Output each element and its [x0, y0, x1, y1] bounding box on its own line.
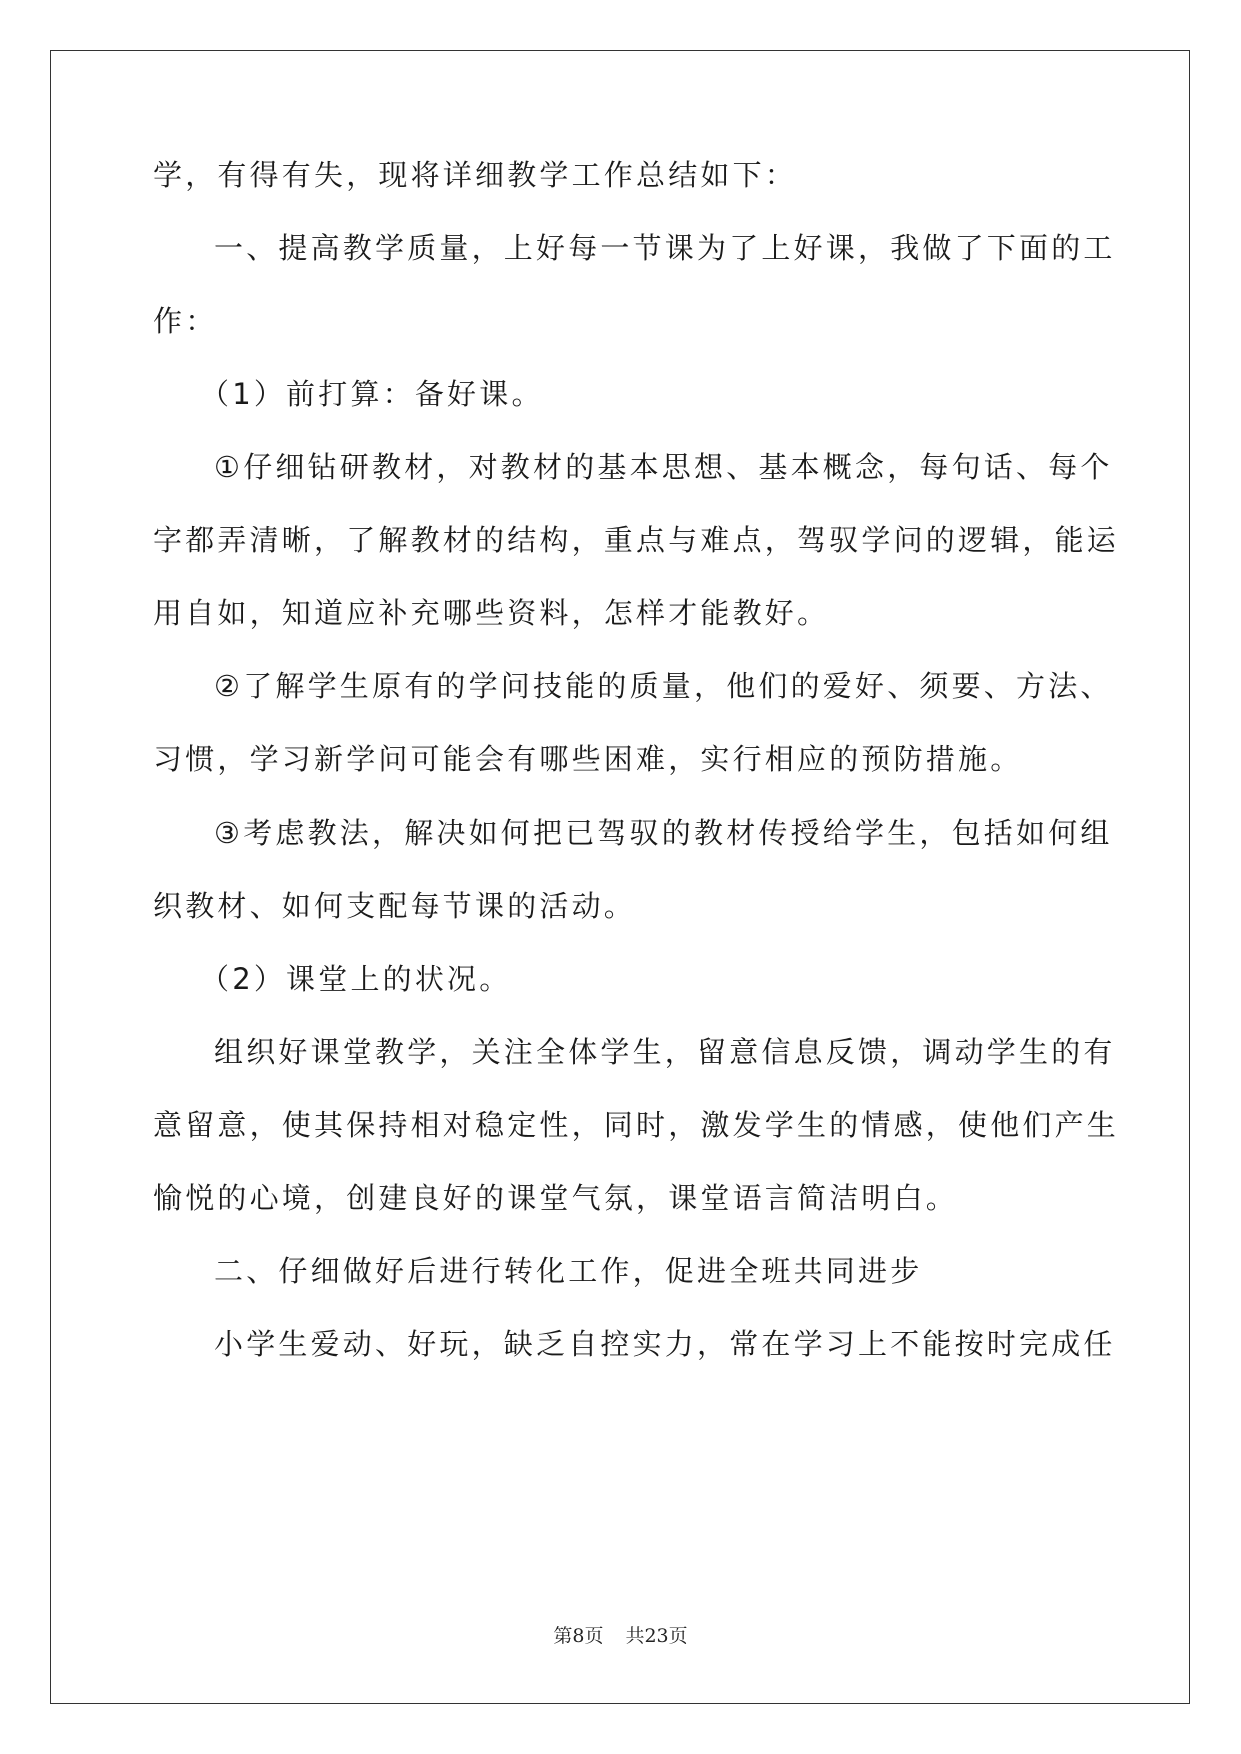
text-line: 学，有得有失，现将详细教学工作总结如下： [153, 158, 798, 192]
text-line: 织教材、如何支配每节课的活动。 [153, 889, 637, 923]
total-pages-label: 共23页 [625, 1625, 688, 1647]
text-line: ①仔细钻研教材，对教材的基本思想、基本概念，每句话、每个 [214, 450, 1113, 484]
text-line: 一、提高教学质量，上好每一节课为了上好课，我做了下面的工 [214, 231, 1116, 265]
text-line: （2）课堂上的状况。 [200, 962, 512, 996]
text-line: 字都弄清晰，了解教材的结构，重点与难点，驾驭学问的逻辑，能运 [153, 523, 1120, 557]
page-footer [0, 1624, 1241, 1648]
text-line: ③考虑教法，解决如何把已驾驭的教材传授给学生，包括如何组 [214, 816, 1113, 850]
text-line: 意留意，使其保持相对稳定性，同时，激发学生的情感，使他们产生 [153, 1108, 1120, 1142]
text-line: 作： [153, 304, 218, 338]
text-line: 用自如，知道应补充哪些资料，怎样才能教好。 [153, 596, 830, 630]
text-line: （1）前打算：备好课。 [200, 377, 544, 411]
text-line: 愉悦的心境，创建良好的课堂气氛，课堂语言简洁明白。 [153, 1181, 959, 1215]
text-line: 习惯，学习新学问可能会有哪些困难，实行相应的预防措施。 [153, 742, 1023, 776]
text-line: 二、仔细做好后进行转化工作，促进全班共同进步 [214, 1254, 923, 1288]
text-line: 小学生爱动、好玩，缺乏自控实力，常在学习上不能按时完成任 [214, 1327, 1116, 1361]
text-line: ②了解学生原有的学问技能的质量，他们的爱好、须要、方法、 [214, 669, 1113, 703]
page-number-label: 第8页 [553, 1625, 604, 1647]
text-line: 组织好课堂教学，关注全体学生，留意信息反馈，调动学生的有 [214, 1035, 1116, 1069]
page-border [50, 50, 1190, 1704]
